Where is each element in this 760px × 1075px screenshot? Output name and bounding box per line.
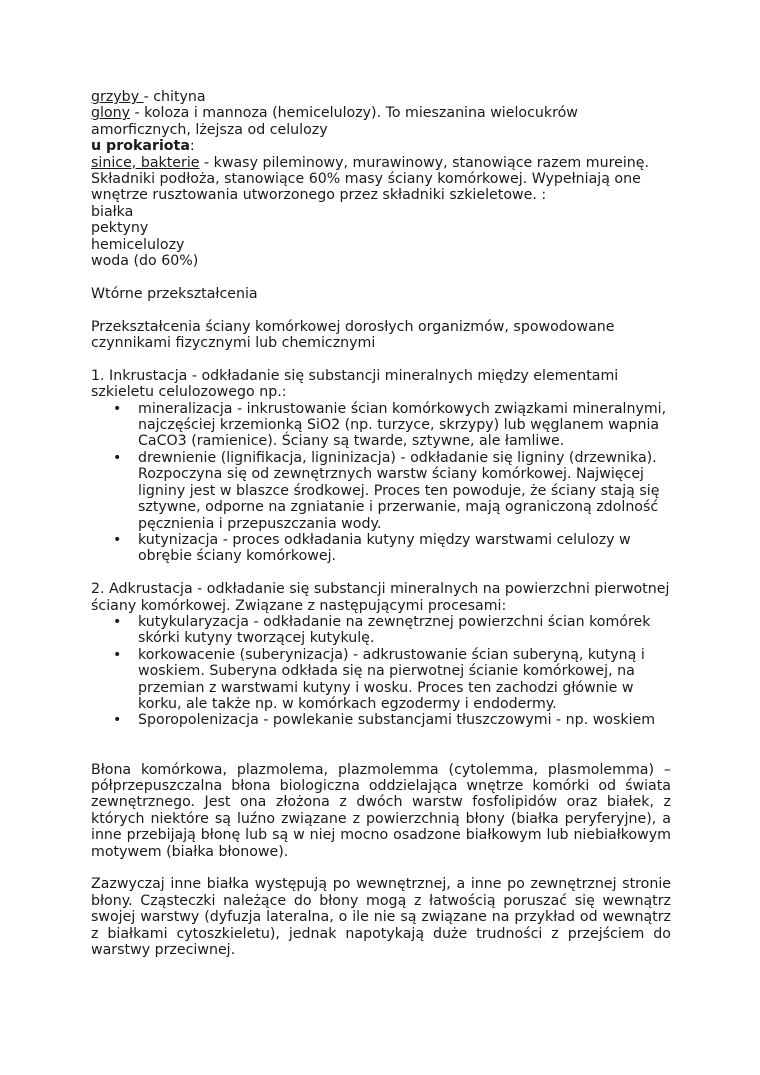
list-item-line: przemian z warstwami kutyny i wosku. Proces ten zachodzi głównie w <box>138 679 634 696</box>
list-item-line: skórki kutyny tworzącej kutykulę. <box>138 630 375 647</box>
sinice-line <box>91 155 671 171</box>
bullet-icon: • <box>113 449 122 466</box>
bullet-icon: • <box>113 613 122 630</box>
list-item-drewnienie <box>91 450 671 532</box>
bullet-icon: • <box>113 712 122 729</box>
inkrustacja-list <box>91 401 671 565</box>
list-item-mineralizacja <box>91 401 671 450</box>
list-item-line: CaCO3 (ramienice). Ściany są twarde, sztywne, ale łamliwe. <box>138 433 565 450</box>
spacer <box>91 302 671 318</box>
inkrustacja-intro-1: 1. Inkrustacja - odkładanie się substancji mineralnych między elementami <box>91 367 619 384</box>
list-item-line: kutynizacja - proces odkładania kutyny między warstwami celulozy w <box>138 531 631 548</box>
bullet-icon: • <box>113 646 122 663</box>
glony-text: - koloza i mannoza (hemicelulozy). To mieszanina wielocukrów <box>130 105 578 122</box>
list-item-line: Rozpoczyna się od zewnętrznych warstw ściany komórkowej. Najwięcej <box>138 466 644 483</box>
paragraph-line: motywem (białka błonowe). <box>91 843 289 860</box>
prokariota-heading-line <box>91 138 671 154</box>
paragraph-line: z białkami cytoszkieletu), jednak napotykają duże trudności z przejściem do <box>91 925 671 942</box>
list-item-line: pęcznienia i przepuszczania wody. <box>138 515 382 532</box>
list-item-line: woskiem. Suberyna odkłada się na pierwotnej ścianie komórkowej, na <box>138 663 635 680</box>
spacer <box>91 269 671 285</box>
list-item-line: obrębie ściany komórkowej. <box>138 548 337 565</box>
bullet-icon: • <box>113 400 122 417</box>
grzyby-text: - chityna <box>143 89 206 105</box>
paragraph-line: warstwy przeciwnej. <box>91 942 236 959</box>
glony-line <box>91 105 671 121</box>
skladniki-line-1: Składniki podłoża, stanowiące 60% masy ściany komórkowej. Wypełniają one <box>91 171 641 188</box>
membrane-paragraph-1 <box>91 762 671 860</box>
list-item-kutykularyzacja <box>91 614 671 647</box>
component-item: białka <box>91 203 134 220</box>
grzyby-label: grzyby <box>91 89 144 105</box>
list-item-line: mineralizacja - inkrustowanie ścian komórkowych związkami mineralnymi, <box>138 400 667 417</box>
skladniki-line-2: wnętrze rusztowania utworzonego przez składniki szkieletowe. : <box>91 187 547 204</box>
secondary-definition-1: Przekształcenia ściany komórkowej dorosłych organizmów, spowodowane <box>91 318 615 335</box>
spacer <box>91 351 671 367</box>
paragraph-line: błony. Cząsteczki należące do błony mogą z łatwością poruszać się wewnątrz <box>91 892 671 909</box>
paragraph-line: Błona komórkowa, plazmolema, plazmolemma (cytolemma, plasmolemma) – <box>91 761 671 778</box>
component-item: woda (do 60%) <box>91 253 199 270</box>
spacer <box>91 729 671 745</box>
paragraph-line: swojej warstwy (dyfuzja lateralna, o ile nie są związane na przykład od wewnątrz <box>91 909 671 926</box>
spacer <box>91 565 671 581</box>
paragraph-line: zewnętrznego. Jest ona złożona z dwóch warstw fosfolipidów oraz białek, z <box>91 794 671 811</box>
glony-text-continued: amorficznych, lżejsza od celulozy <box>91 121 328 138</box>
list-item-line: kutykularyzacja - odkładanie na zewnętrznej powierzchni ścian komórek <box>138 613 651 630</box>
spacer <box>91 860 671 876</box>
paragraph-line: półprzepuszczalna błona biologiczna oddzielająca wnętrze komórki od świata <box>91 777 671 794</box>
list-item-line: ligniny jest w blaszce środkowej. Proces ten powoduje, że ściany stają się <box>138 482 660 499</box>
prokariota-colon: : <box>189 138 195 155</box>
grzyby-line <box>91 89 671 105</box>
glony-label: glony <box>91 105 131 122</box>
list-item-line: sztywne, odporne na zgniatanie i przerwanie, mają ograniczoną zdolność <box>138 499 659 516</box>
component-item: hemicelulozy <box>91 236 185 253</box>
sinice-label: sinice, bakterie <box>91 154 200 171</box>
prokariota-heading: u prokariota <box>91 138 190 155</box>
adkrustacja-intro-1: 2. Adkrustacja - odkładanie się substancji mineralnych na powierzchni pierwotnej <box>91 581 670 598</box>
secondary-definition-2: czynnikami fizycznymi lub chemicznymi <box>91 335 376 352</box>
secondary-heading: Wtórne przekształcenia <box>91 285 258 302</box>
paragraph-line: których niektóre są luźno związane z powierzchnią błony (białka peryferyjne), a <box>91 810 671 827</box>
list-item-line: korkowacenie (suberynizacja) - adkrustowanie ścian suberyną, kutyną i <box>138 646 645 663</box>
adkrustacja-list <box>91 614 671 729</box>
list-item-line: korku, ale także np. w komórkach egzodermy i endodermy. <box>138 695 557 712</box>
list-item-sporopolenizacja <box>91 712 671 728</box>
adkrustacja-intro-2: ściany komórkowej. Związane z następującymi procesami: <box>91 597 507 614</box>
list-item-korkowacenie <box>91 647 671 713</box>
inkrustacja-intro-2: szkieletu celulozowego np.: <box>91 384 287 401</box>
paragraph-line: inne przebijają błonę lub są w niej mocno osadzone białkowym lub niebiałkowym <box>91 827 671 844</box>
list-item-kutynizacja <box>91 532 671 565</box>
membrane-paragraph-2 <box>91 876 671 958</box>
list-item-line: najczęściej krzemionką SiO2 (np. turzyce, skrzypy) lub węglanem wapnia <box>138 417 660 434</box>
list-item-line: Sporopolenizacja - powlekanie substancjami tłuszczowymi - np. woskiem <box>138 712 656 729</box>
paragraph-line: Zazwyczaj inne białka występują po wewnętrznej, a inne po zewnętrznej stronie <box>91 876 671 893</box>
bullet-icon: • <box>113 531 122 548</box>
list-item-line: drewnienie (lignifikacja, ligninizacja) - odkładanie się ligniny (drzewnika). <box>138 449 657 466</box>
component-item: pektyny <box>91 220 149 237</box>
sinice-text: - kwasy pileminowy, murawinowy, stanowiące razem mureinę. <box>199 154 649 171</box>
document-page <box>91 89 671 958</box>
spacer <box>91 745 671 761</box>
